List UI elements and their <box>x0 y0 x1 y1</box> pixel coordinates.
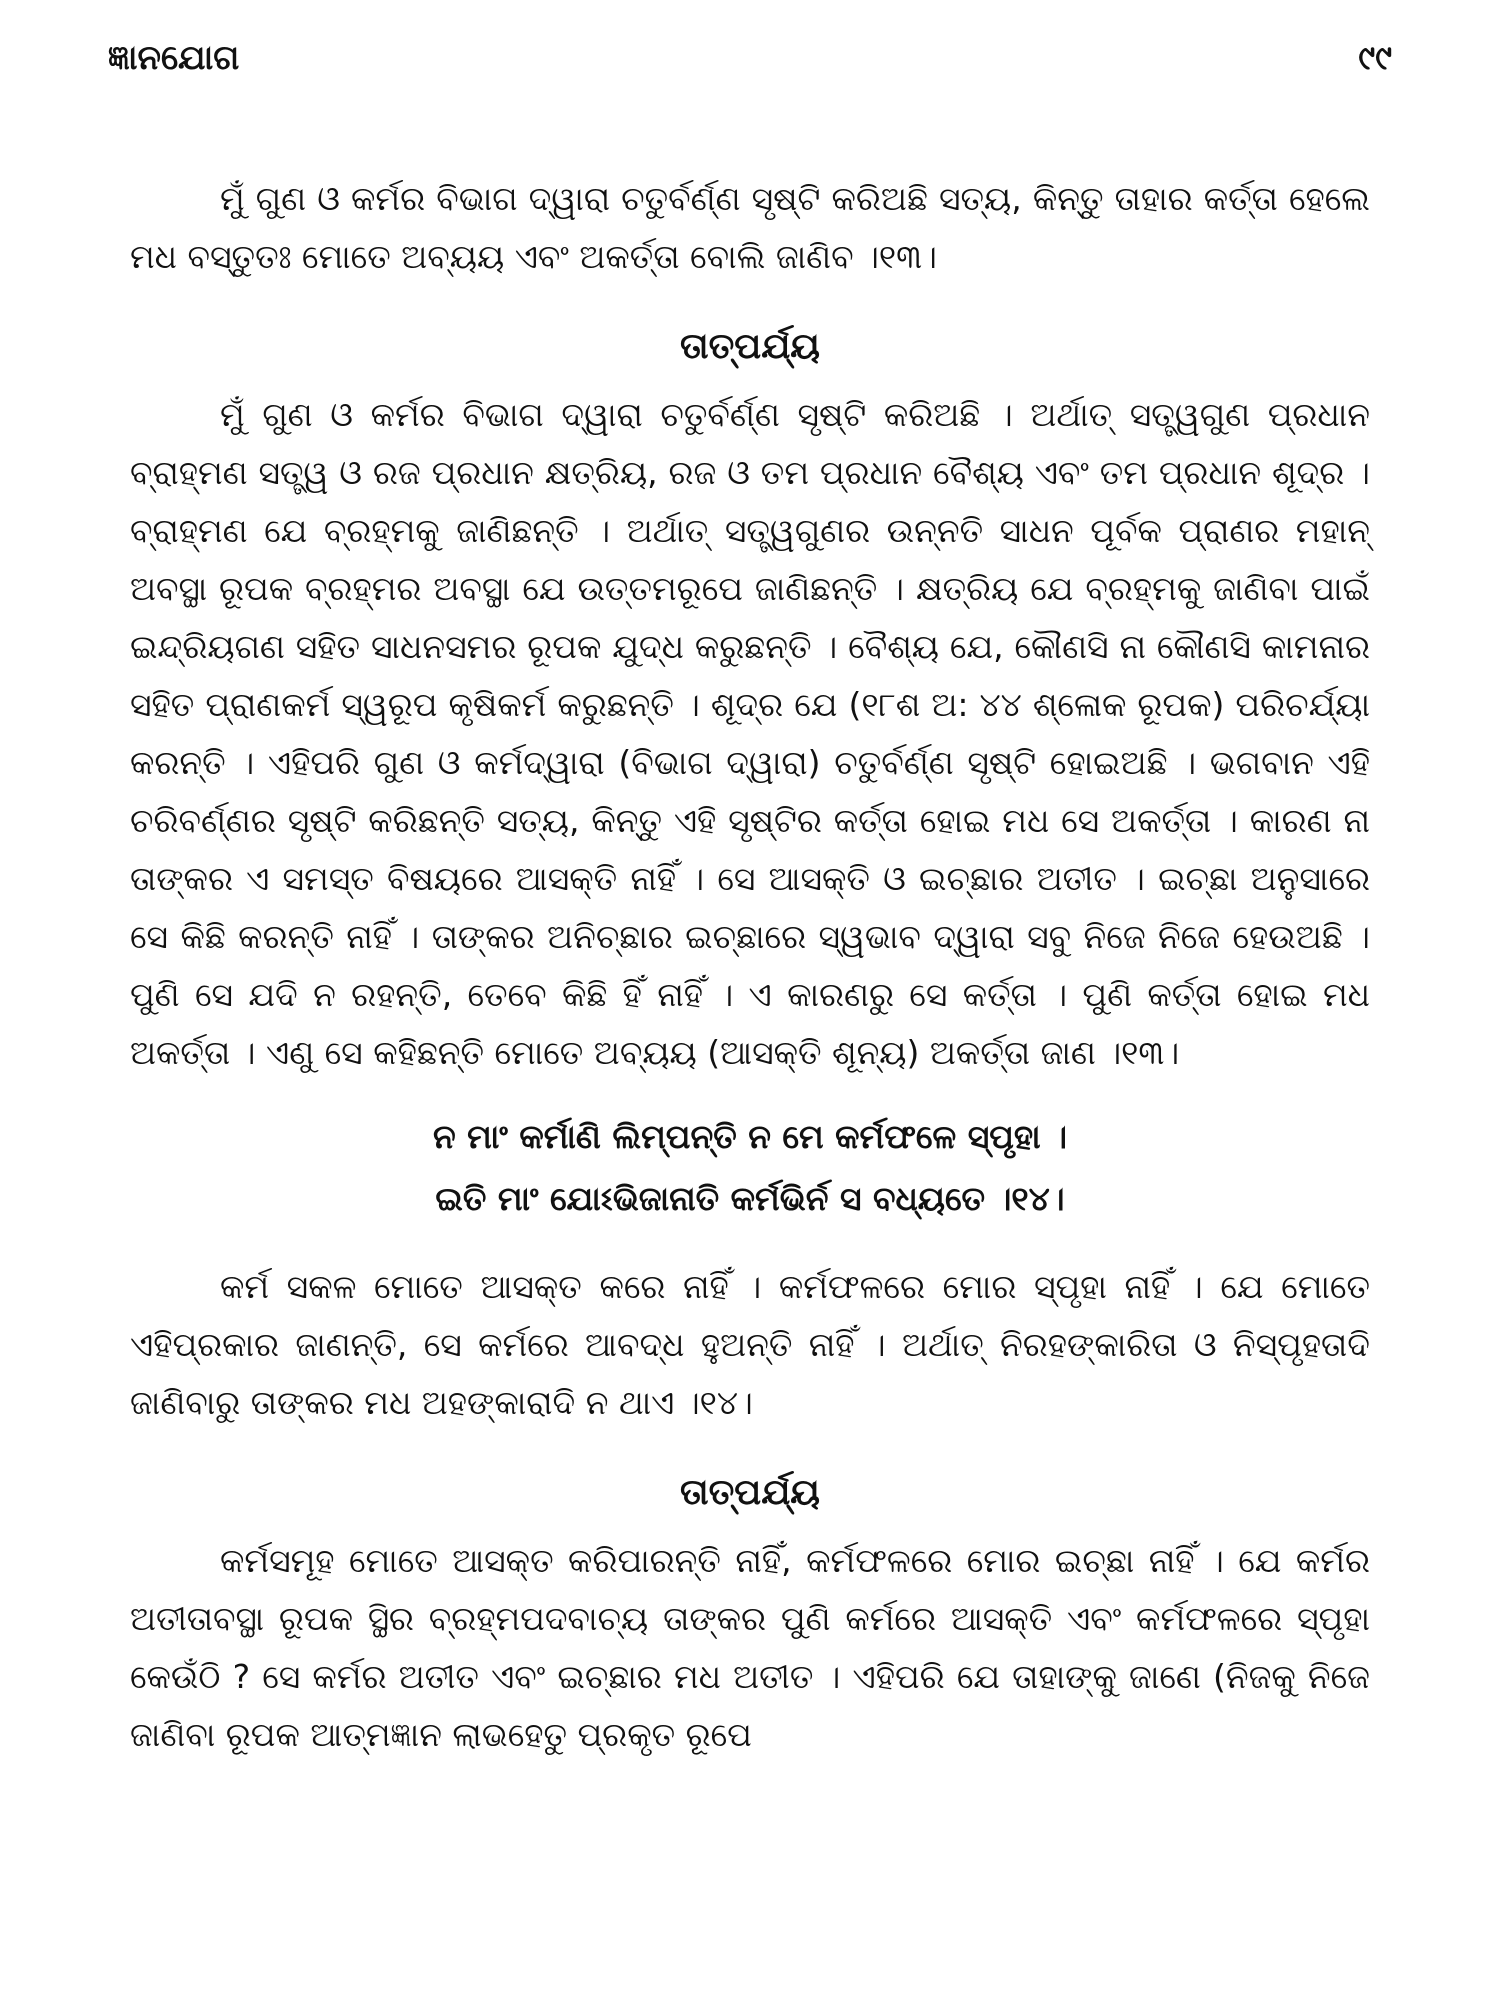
sanskrit-verse <box>130 1106 1370 1230</box>
paragraph-commentary-14: କର୍ମସମୂହ ମୋତେ ଆସକ୍ତ କରିପାରନ୍ତି ନାହିଁ, କର୍ମଫଳରେ ମୋର ଇଚ୍ଛା ନାହିଁ । ଯେ କର୍ମର ଅତୀତାବସ୍ଥା ରୂପକ ସ୍ଥିର ବ୍ରହ୍ମପଦବାଚ୍ୟ ତାଙ୍କର ପୁଣି କର୍ମରେ ଆସକ୍ତି ଏବଂ କର୍ମଫଳରେ ସ୍ପୃହା କେଉଁଠି ? ସେ କର୍ମର ଅତୀତ ଏବଂ ଇଚ୍ଛାର ମଧ ଅତୀତ । ଏହିପରି ଯେ ତାହାଙ୍କୁ ଜାଣେ (ନିଜକୁ ନିଜେ ଜାଣିବା ରୂପକ ଆତ୍ମଜ୍ଞାନ ଲାଭହେତୁ ପ୍ରକୃତ ରୂପେ <box>130 1541 1370 1754</box>
page-number: ୯୯ <box>1358 38 1392 78</box>
verse-line: ଇତି ମାଂ ଯୋଽଭିଜାନାତି କର୍ମଭିର୍ନ ସ ବଧ୍ୟତେ ।୧୪। <box>435 1179 1065 1218</box>
chapter-title: ଜ୍ଞାନଯୋଗ <box>108 38 240 78</box>
verse-line: ନ ମାଂ କର୍ମାଣି ଲିମ୍ପନ୍ତି ନ ମେ କର୍ମଫଳେ ସ୍ପୃହା । <box>432 1117 1068 1156</box>
section-heading: ତାତ୍ପର୍ଯ୍ୟ <box>679 1472 820 1513</box>
running-header <box>108 38 1392 78</box>
section-heading: ତାତ୍ପର୍ଯ୍ୟ <box>679 326 820 367</box>
paragraph-translation-13: ମୁଁ ଗୁଣ ଓ କର୍ମର ବିଭାଗ ଦ୍ୱାରା ଚତୁର୍ବର୍ଣ୍ଣ ସୃଷ୍ଟି କରିଅଛି ସତ୍ୟ, କିନ୍ତୁ ତାହାର କର୍ତ୍ତା ହେଲେ ମଧ ବସ୍ତୁତଃ ମୋତେ ଅବ୍ୟୟ ଏବଂ ଅକର୍ତ୍ତା ବୋଲି ଜାଣିବ ।୧୩। <box>130 179 1370 276</box>
paragraph-translation-14: କର୍ମ ସକଳ ମୋତେ ଆସକ୍ତ କରେ ନାହିଁ । କର୍ମଫଳରେ ମୋର ସ୍ପୃହା ନାହିଁ । ଯେ ମୋତେ ଏହିପ୍ରକାର ଜାଣନ୍ତି, ସେ କର୍ମରେ ଆବଦ୍ଧ ହୁଅନ୍ତି ନାହିଁ । ଅର୍ଥାତ୍ ନିରହଙ୍କାରିତା ଓ ନିସ୍ପୃହତାଦି ଜାଣିବାରୁ ତାଙ୍କର ମଧ ଅହଙ୍କାରାଦି ନ ଥାଏ ।୧୪। <box>130 1267 1370 1422</box>
paragraph-commentary-13: ମୁଁ ଗୁଣ ଓ କର୍ମର ବିଭାଗ ଦ୍ୱାରା ଚତୁର୍ବର୍ଣ୍ଣ ସୃଷ୍ଟି କରିଅଛି । ଅର୍ଥାତ୍ ସତ୍ତ୍ୱଗୁଣ ପ୍ରଧାନ ବ୍ରାହ୍ମଣ ସତ୍ତ୍ୱ ଓ ରଜ ପ୍ରଧାନ କ୍ଷତ୍ରିୟ, ରଜ ଓ ତମ ପ୍ରଧାନ ବୈଶ୍ୟ ଏବଂ ତମ ପ୍ରଧାନ ଶୂଦ୍ର । ବ୍ରାହ୍ମଣ ଯେ ବ୍ରହ୍ମକୁ ଜାଣିଛନ୍ତି । ଅର୍ଥାତ୍ ସତ୍ତ୍ୱଗୁଣର ଉନ୍ନତି ସାଧନ ପୂର୍ବକ ପ୍ରାଣର ମହାନ୍ ଅବସ୍ଥା ରୂପକ ବ୍ରହ୍ମର ଅବସ୍ଥା ଯେ ଉତ୍ତମରୂପେ ଜାଣିଛନ୍ତି । କ୍ଷତ୍ରିୟ ଯେ ବ୍ରହ୍ମକୁ ଜାଣିବା ପାଇଁ ଇନ୍ଦ୍ରିୟଗଣ ସହିତ ସାଧନସମର ରୂପକ ଯୁଦ୍ଧ କରୁଛନ୍ତି । ବୈଶ୍ୟ ଯେ, କୌଣସି ନା କୌଣସି କାମନାର ସହିତ ପ୍ରାଣକର୍ମ ସ୍ୱରୂପ କୃଷିକର୍ମ କରୁଛନ୍ତି । ଶୂଦ୍ର ଯେ (୧୮ଶ ଅ: ୪୪ ଶ୍ଳୋକ ରୂପକ) ପରିଚର୍ଯ୍ୟା କରନ୍ତି । ଏହିପରି ଗୁଣ ଓ କର୍ମଦ୍ୱାରା (ବିଭାଗ ଦ୍ୱାରା) ଚତୁର୍ବର୍ଣ୍ଣ ସୃଷ୍ଟି ହୋଇଅଛି । ଭଗବାନ ଏହି ଚରିବର୍ଣ୍ଣର ସୃଷ୍ଟି କରିଛନ୍ତି ସତ୍ୟ, କିନ୍ତୁ ଏହି ସୃଷ୍ଟିର କର୍ତ୍ତା ହୋଇ ମଧ ସେ ଅକର୍ତ୍ତା । କାରଣ ନା ତାଙ୍କର ଏ ସମସ୍ତ ବିଷୟରେ ଆସକ୍ତି ନାହିଁ । ସେ ଆସକ୍ତି ଓ ଇଚ୍ଛାର ଅତୀତ । ଇଚ୍ଛା ଅନୁସାରେ ସେ କିଛି କରନ୍ତି ନାହିଁ । ତାଙ୍କର ଅନିଚ୍ଛାର ଇଚ୍ଛାରେ ସ୍ୱଭାବ ଦ୍ୱାରା ସବୁ ନିଜେ ନିଜେ ହେଉଅଛି । ପୁଣି ସେ ଯଦି ନ ରହନ୍ତି, ତେବେ କିଛି ହିଁ ନାହିଁ । ଏ କାରଣରୁ ସେ କର୍ତ୍ତା । ପୁଣି କର୍ତ୍ତା ହୋଇ ମଧ ଅକର୍ତ୍ତା । ଏଣୁ ସେ କହିଛନ୍ତି ମୋତେ ଅବ୍ୟୟ (ଆସକ୍ତି ଶୂନ୍ୟ) ଅକର୍ତ୍ତା ଜାଣ ।୧୩। <box>130 395 1370 1072</box>
page-body <box>130 170 1370 1786</box>
